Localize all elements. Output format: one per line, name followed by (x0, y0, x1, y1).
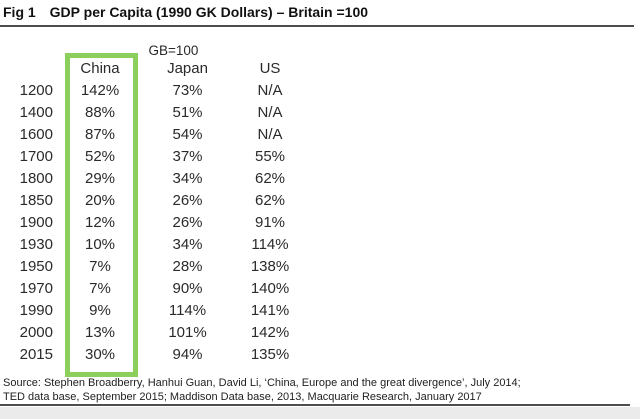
table-row (0, 343, 310, 365)
table-row (0, 145, 310, 167)
table-row (0, 211, 310, 233)
year-label: 1970 (19, 279, 53, 297)
value-cell-japan: 54% (172, 125, 203, 143)
source-note (3, 377, 521, 404)
figure-label: Fig 1 (3, 4, 36, 20)
year-label: 2000 (19, 323, 53, 341)
value-cell-japan: 73% (172, 81, 203, 99)
value-cell-china: 13% (84, 323, 116, 341)
value-cell-china: 87% (84, 125, 116, 143)
value-cell-us: 138% (250, 257, 290, 275)
year-label: 1700 (19, 147, 53, 165)
table-row (0, 321, 310, 343)
year-label: 1800 (19, 169, 53, 187)
table-row (0, 233, 310, 255)
top-rule (0, 25, 634, 27)
value-cell-china: 9% (89, 301, 111, 319)
value-cell-us: N/A (257, 103, 283, 121)
table-row (0, 167, 310, 189)
value-cell-us: 55% (254, 147, 286, 165)
table-row (0, 277, 310, 299)
value-cell-us: 142% (250, 323, 290, 341)
table-row (0, 189, 310, 211)
year-label: 1200 (19, 81, 53, 99)
value-cell-us: 114% (251, 235, 289, 253)
year-label: 1850 (19, 191, 53, 209)
value-cell-japan: 51% (172, 103, 203, 121)
value-cell-japan: 101% (168, 323, 207, 341)
year-label: 1400 (19, 103, 53, 121)
value-cell-japan: 26% (172, 213, 203, 231)
value-cell-us: 62% (254, 191, 286, 209)
column-header-row (0, 57, 310, 79)
table-row (0, 255, 310, 277)
year-label: 1900 (19, 213, 53, 231)
value-cell-china: 12% (84, 213, 116, 231)
value-cell-japan: 26% (172, 191, 203, 209)
value-cell-japan: 94% (172, 345, 203, 363)
value-cell-japan: 90% (172, 279, 203, 297)
value-cell-china: 7% (89, 257, 111, 275)
value-cell-japan: 34% (172, 235, 203, 253)
value-cell-us: 91% (254, 213, 286, 231)
value-cell-us: N/A (257, 81, 283, 99)
table-row (0, 101, 310, 123)
value-cell-us: 135% (250, 345, 290, 363)
gdp-table (0, 40, 310, 365)
value-cell-china: 142% (80, 81, 120, 99)
year-label: 1950 (19, 257, 53, 275)
year-label: 1990 (19, 301, 53, 319)
value-cell-china: 52% (84, 147, 116, 165)
year-label: 1600 (19, 125, 53, 143)
source-line-2: TED data base, September 2015; Maddison Data base, 2013, Macquarie Research, January 2017 (3, 390, 482, 403)
column-header-us: US (259, 59, 281, 77)
group-header: GB=100 (148, 42, 199, 58)
value-cell-japan: 34% (172, 169, 203, 187)
table-row (0, 123, 310, 145)
column-header-china: China (80, 59, 120, 77)
table-row (0, 299, 310, 321)
value-cell-china: 10% (84, 235, 116, 253)
value-cell-japan: 37% (172, 147, 203, 165)
data-table (0, 40, 310, 365)
title-text: GDP per Capita (1990 GK Dollars) – Britain =100 (49, 4, 369, 20)
value-cell-us: N/A (257, 125, 283, 143)
value-cell-china: 30% (84, 345, 116, 363)
value-cell-china: 29% (84, 169, 116, 187)
value-cell-us: 141% (250, 301, 290, 319)
value-cell-us: 62% (254, 169, 286, 187)
bottom-strip (0, 407, 640, 419)
value-cell-china: 20% (84, 191, 116, 209)
year-label: 1930 (19, 235, 53, 253)
source-line-1: Source: Stephen Broadberry, Hanhui Guan, David Li, ‘China, Europe and the great divergence’, July 2014; (3, 377, 521, 389)
group-header-row (0, 40, 310, 57)
column-header-japan: Japan (167, 59, 208, 77)
value-cell-japan: 28% (172, 257, 203, 275)
value-cell-japan: 114% (168, 301, 207, 319)
value-cell-us: 140% (250, 279, 290, 297)
value-cell-china: 88% (84, 103, 116, 121)
year-label: 2015 (19, 345, 53, 363)
bottom-rule (0, 404, 630, 406)
value-cell-china: 7% (89, 279, 111, 297)
table-row (0, 79, 310, 101)
figure-title (3, 4, 368, 20)
